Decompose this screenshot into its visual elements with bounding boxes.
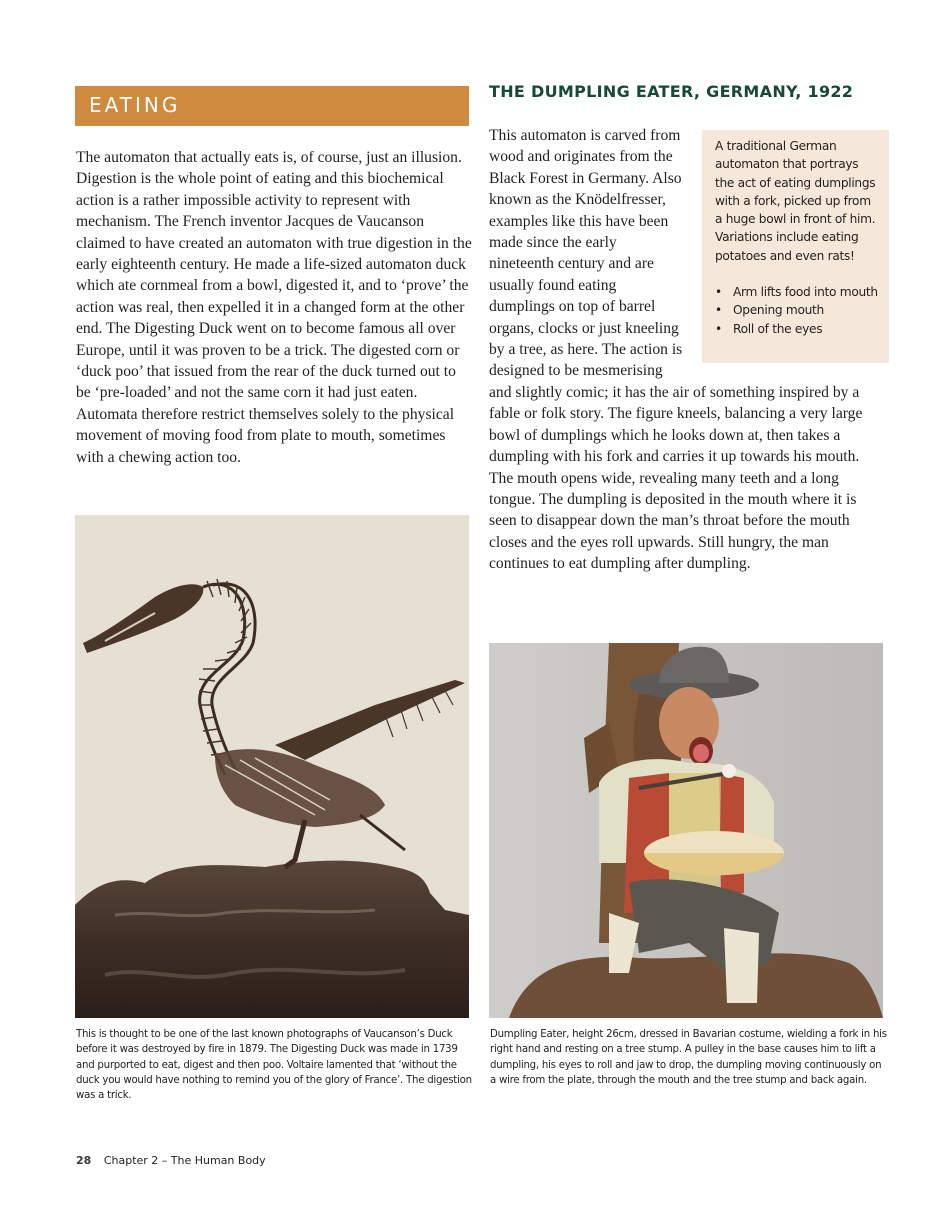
dumpling-eater-illustration [489, 643, 883, 1018]
page-footer [76, 1154, 266, 1167]
section-title-band [75, 86, 469, 126]
duck-photo-caption: This is thought to be one of the last known photographs of Vaucanson’s Duck before it was destroyed by fire in 1879. The Digesting Duck was made in 1739 and purported to eat, digest and then poo. Voltaire lamented that ‘without the duck you would have nothing to remind you of the glory of France’. The digestion was a trick. [76, 1029, 472, 1102]
body-paragraph: The automaton that actually eats is, of course, just an illusion. Digestion is the whole point of eating and this biochemical action is a rather impossible activity to represent with mechanism. The French inventor Jacques de Vaucanson claimed to have created an automaton with true digestion in the early eighteenth century. He made a life-sized automaton duck which ate cornmeal from a bowl, digested it, and to ‘prove’ the action was real, then expelled it in a changed form at the other end. The Digesting Duck went on to become famous all over Europe, until it was proven to be a trick. The digested corn or ‘duck poo’ that issued from the rear of the duck turned out to be ‘pre-loaded’ and not the same corn it had just eaten. Automata therefore restrict themselves solely to the physical movement of moving food from plate to mouth, sometimes with a chewing action too. [76, 149, 472, 466]
sidebar-intro: A traditional German automaton that portrays the act of eating dumplings with a fork, picked up from a huge bowl in front of him. Variations include eating potatoes and even rats! [715, 139, 876, 263]
info-sidebar-box [702, 130, 889, 363]
vaucanson-duck-photo [75, 515, 469, 1018]
feature-list-item: • Arm lifts food into mouth [715, 283, 881, 301]
bullet-icon: • [715, 303, 722, 318]
feature-list-item: • Roll of the eyes [715, 320, 881, 338]
body-paragraph: This automaton is carved from wood and originates from the Black Forest in Germany. Also known as the Knödelfresser, examples like this have been made since the early nineteenth century and are usually found eating dumplings on top of barrel organs, clocks or just kneeling by a tree, as here. The action is designed to be mesmerising and slightly comic; it has the air of something inspired by a fable or folk story. The figure kneels, balancing a very large bowl of dumplings which he looks down at, then takes a dumpling with his fork and carries it up towards his mouth. The mouth opens wide, revealing many teeth and a long tongue. The dumpling is deposited in the mouth where it is seen to disappear down the man’s throat before the mouth closes and the eyes roll upwards. Still hungry, the man continues to eat dumpling after dumpling. [489, 127, 863, 573]
feature-list [715, 283, 881, 338]
article-heading: THE DUMPLING EATER, GERMANY, 1922 [489, 82, 854, 101]
right-body-text [489, 125, 885, 575]
section-title: EATING [89, 93, 181, 117]
bullet-icon: • [715, 321, 722, 336]
bullet-icon: • [715, 285, 722, 300]
dumpling-eater-photo [489, 643, 883, 1018]
left-body-text [76, 147, 472, 468]
duck-illustration [75, 515, 469, 1018]
page-number: 28 [76, 1154, 92, 1167]
feature-list-item: • Opening mouth [715, 301, 881, 319]
chapter-title: Chapter 2 – The Human Body [103, 1154, 266, 1167]
dumpling-photo-caption: Dumpling Eater, height 26cm, dressed in Bavarian costume, wielding a fork in his right hand and resting on a tree stump. A pulley in the base causes him to lift a dumpling, his eyes to roll and jaw to drop, the dumpling moving continuously on a wire from the plate, through the mouth and the tree stump and back again. [490, 1029, 887, 1086]
